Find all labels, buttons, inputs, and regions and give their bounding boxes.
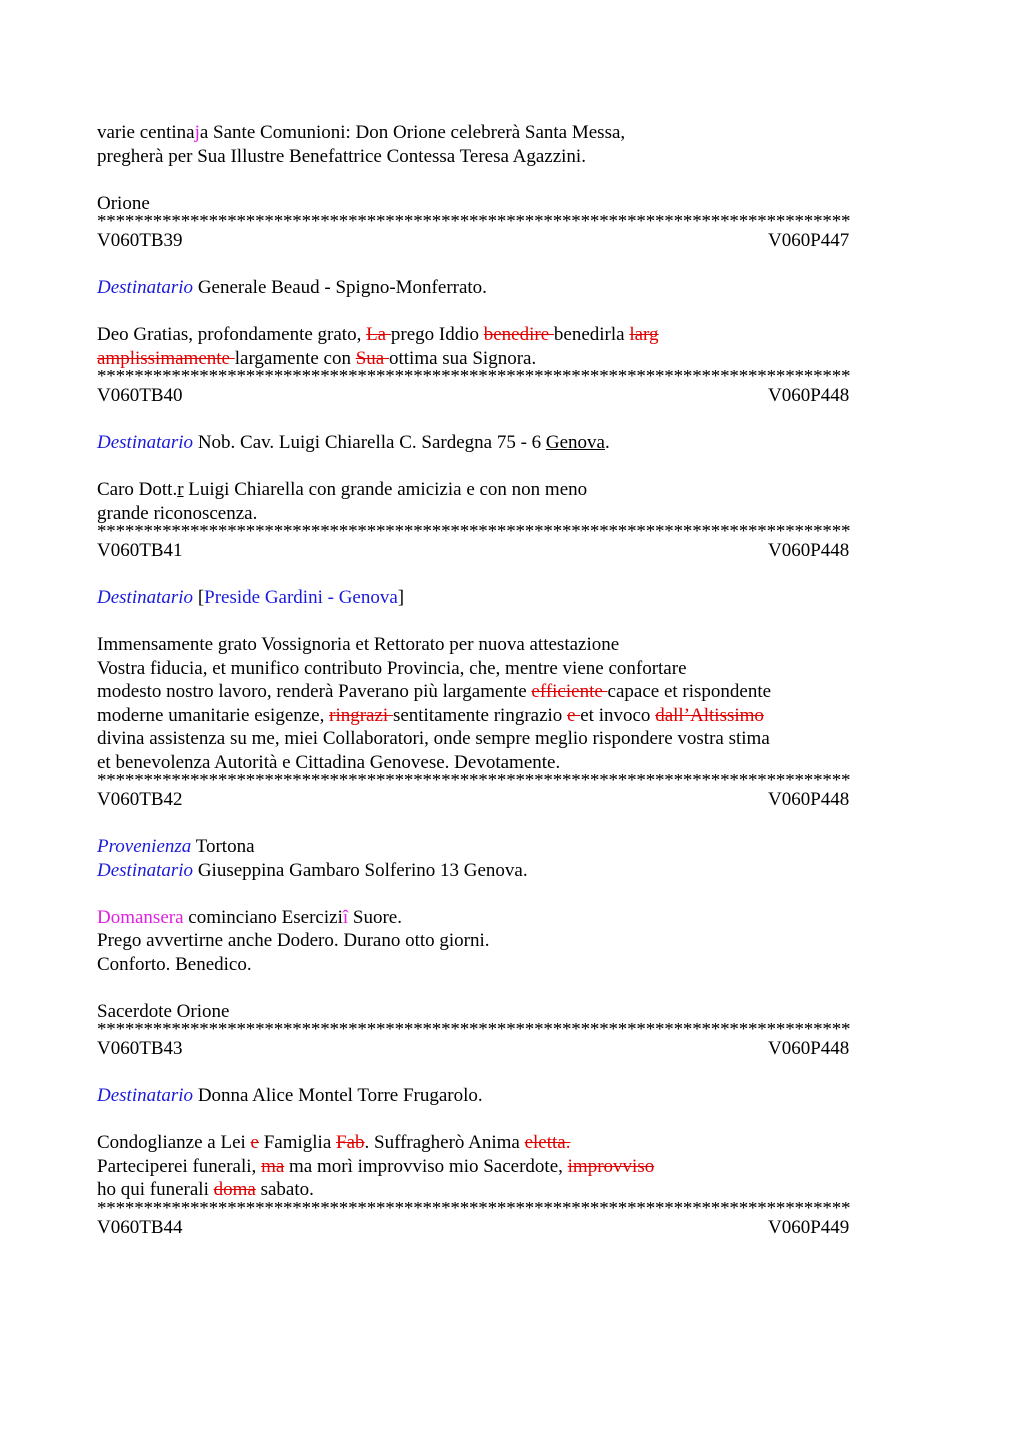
- deleted-text: e: [250, 1132, 259, 1153]
- bracket: ]: [397, 587, 405, 608]
- document-page: [97, 121, 927, 1239]
- text-run: Parteciperei funerali,: [97, 1155, 262, 1177]
- separator: *********************************************************************************: [97, 215, 851, 229]
- page-ref: V060P448: [768, 385, 850, 406]
- recipient: Preside Gardini - Genova: [204, 587, 398, 608]
- body-line: [97, 680, 927, 704]
- separator: *********************************************************************************: [97, 1201, 851, 1216]
- body-line: [97, 323, 927, 347]
- body-line: Immensamente grato Vossignoria et Rettorato per nuova attestazione: [97, 634, 620, 655]
- text-run: Caro Dott.: [97, 479, 178, 500]
- text-run: prego Iddio: [390, 324, 484, 345]
- deleted-text: La: [366, 324, 391, 345]
- body-line: Conforto. Benedico.: [97, 953, 252, 975]
- text-run: Condoglianze a Lei: [97, 1132, 251, 1153]
- body-line: divina assistenza su me, miei Collaboratori, onde sempre meglio rispondere vostra stima: [97, 728, 770, 749]
- deleted-text: efficiente: [531, 681, 608, 702]
- deleted-text: doma: [213, 1179, 256, 1200]
- origin-line: [97, 835, 927, 859]
- body-line: [97, 1131, 927, 1155]
- separator: *********************************************************************************: [97, 1023, 851, 1037]
- deleted-text: Fab: [336, 1132, 365, 1153]
- text-run: sabato.: [255, 1179, 314, 1200]
- deleted-text: benedire: [483, 324, 554, 345]
- deleted-text: ringrazi: [329, 704, 393, 726]
- body-line: grande riconoscenza.: [97, 502, 258, 524]
- entry-id: V060TB40: [97, 385, 183, 406]
- page-ref: V060P448: [768, 1038, 850, 1059]
- recipient-label: Destinatario: [97, 277, 194, 298]
- body-line: [97, 1178, 927, 1202]
- recipient: Nob. Cav. Luigi Chiarella C. Sardegna 75 - 6: [197, 432, 546, 453]
- text-run: largamente con: [234, 347, 356, 369]
- separator: *********************************************************************************: [97, 525, 851, 539]
- origin-label: Provenienza: [97, 836, 192, 857]
- text-run: Luigi Chiarella con grande amicizia e con non meno: [183, 479, 588, 500]
- text-run: cominciano Esercizi: [183, 906, 343, 928]
- entry-header: [97, 1037, 927, 1061]
- text-run: a Sante Comunioni: Don Orione celebrerà Santa Messa,: [199, 122, 626, 143]
- deleted-text: Sua: [355, 347, 389, 369]
- body-line: [97, 906, 927, 930]
- recipient-line: [97, 431, 927, 455]
- deleted-text: e: [567, 704, 581, 726]
- deleted-text: larg: [629, 324, 659, 345]
- entry-header: [97, 788, 927, 812]
- separator: *********************************************************************************: [97, 370, 851, 384]
- body-line: [97, 1155, 927, 1179]
- text-run: capace et rispondente: [607, 681, 772, 702]
- recipient: Donna Alice Montel Torre Frugarolo.: [197, 1085, 483, 1106]
- recipient-line: [97, 276, 927, 300]
- body-line: [97, 347, 927, 371]
- entry-header: [97, 229, 927, 253]
- recipient-line: [97, 586, 927, 610]
- deleted-text: eletta.: [524, 1132, 571, 1153]
- body-line: [97, 704, 927, 728]
- entry-header: [97, 539, 927, 563]
- text-run: Deo Gratias, profondamente grato,: [97, 324, 367, 345]
- intro-line-1: [97, 121, 927, 145]
- deleted-text: ma: [261, 1155, 285, 1177]
- page-ref: V060P447: [768, 230, 850, 251]
- body-line: Prego avvertirne anche Dodero. Durano otto giorni.: [97, 930, 490, 951]
- text-run: . Suffragherò Anima: [364, 1132, 525, 1153]
- text-run: varie centina: [97, 122, 195, 143]
- editorial-insert: î: [342, 906, 349, 928]
- text-run: sentitamente ringrazio: [392, 704, 568, 726]
- bracket: [: [197, 587, 205, 608]
- text-run: Famiglia: [258, 1132, 337, 1153]
- entry-id: V060TB43: [97, 1038, 183, 1059]
- entry-id: V060TB41: [97, 540, 183, 561]
- editorial-insert: j: [194, 122, 200, 143]
- text-run: ho qui funerali: [97, 1179, 214, 1200]
- recipient: Giuseppina Gambaro Solferino 13 Genova.: [197, 859, 528, 881]
- body-line: et benevolenza Autorità e Cittadina Genovese. Devotamente.: [97, 751, 561, 773]
- entry-id: V060TB42: [97, 789, 183, 810]
- deleted-text: dall’Altissimo: [655, 704, 764, 726]
- entry-header: [97, 1216, 927, 1240]
- signature: Sacerdote Orione: [97, 1000, 230, 1022]
- text-run: ma morì improvviso mio Sacerdote,: [284, 1155, 568, 1177]
- underlined-text: r: [177, 479, 184, 500]
- recipient: Generale Beaud - Spigno-Monferrato.: [197, 277, 487, 298]
- text-run: moderne umanitarie esigenze,: [97, 704, 330, 726]
- recipient-label: Destinatario: [97, 587, 194, 608]
- text-run: .: [605, 432, 610, 453]
- deleted-text: amplissimamente: [97, 347, 235, 369]
- body-line: [97, 478, 927, 502]
- entry-id: V060TB39: [97, 230, 183, 251]
- text-run: ottima sua Signora.: [388, 347, 537, 369]
- recipient-label: Destinatario: [97, 432, 194, 453]
- entry-header: [97, 384, 927, 408]
- recipient-label: Destinatario: [97, 1085, 194, 1106]
- text-run: et invoco: [580, 704, 656, 726]
- recipient-city: Genova: [545, 432, 605, 453]
- text-run: Suore.: [348, 906, 402, 928]
- signature: Orione: [97, 192, 150, 214]
- entry-id: V060TB44: [97, 1216, 183, 1238]
- body-line: Vostra fiducia, et munifico contributo Provincia, che, mentre viene confortare: [97, 657, 687, 679]
- page-ref: V060P449: [768, 1216, 850, 1238]
- editorial-insert: Domansera: [97, 906, 184, 928]
- origin: Tortona: [195, 836, 255, 857]
- recipient-label: Destinatario: [97, 859, 194, 881]
- recipient-line: [97, 859, 927, 883]
- intro-line-2: pregherà per Sua Illustre Benefattrice Contessa Teresa Agazzini.: [97, 145, 586, 167]
- page-ref: V060P448: [768, 789, 850, 810]
- text-run: benedirla: [553, 324, 630, 345]
- text-run: modesto nostro lavoro, renderà Paverano più largamente: [97, 681, 532, 702]
- separator: *********************************************************************************: [97, 774, 851, 788]
- recipient-line: [97, 1084, 927, 1108]
- page-ref: V060P448: [768, 540, 850, 561]
- deleted-text: improvviso: [567, 1155, 655, 1177]
